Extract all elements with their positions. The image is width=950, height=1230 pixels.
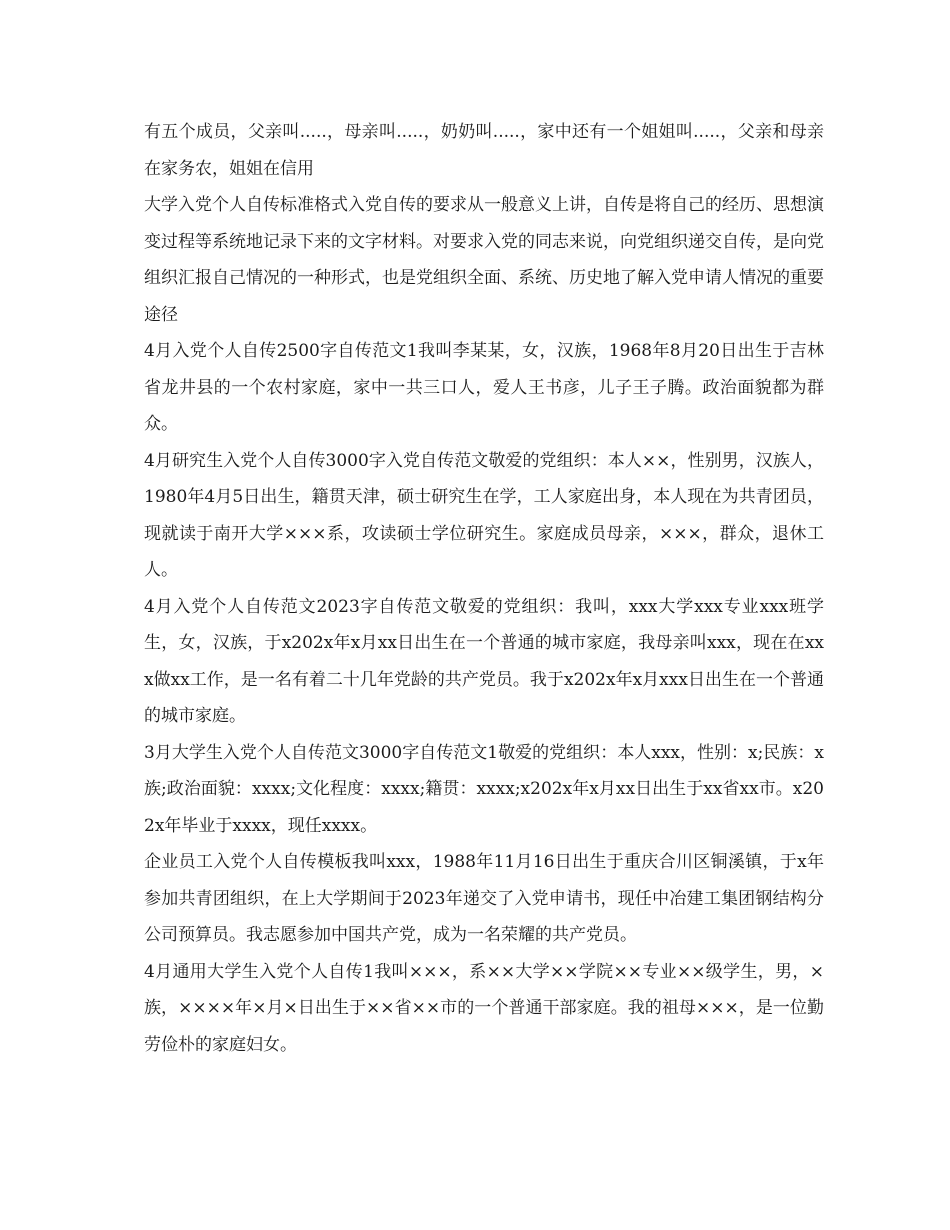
paragraph-family-members: 有五个成员，父亲叫.....，母亲叫.....，奶奶叫.....，家中还有一个姐姐叫.....，父亲和母亲在家务农，姐姐在信用	[144, 122, 824, 179]
paragraph-autobiography-format: 大学入党个人自传标准格式入党自传的要求从一般意义上讲，自传是将自己的经历、思想演变过程等系统地记录下来的文字材料。对要求入党的同志来说，向党组织递交自传，是向党组织汇报自己情况的一种形式，也是党组织全面、系统、历史地了解入党申请人情况的重要途径	[144, 195, 824, 325]
paragraph-graduate-sample-3000: 4月研究生入党个人自传3000字入党自传范文敬爱的党组织：本人××，性别男，汉族人，1980年4月5日出生，籍贯天津，硕士研究生在学，工人家庭出身，本人现在为共青团员，现就读于南开大学×××系，攻读硕士学位研究生。家庭成员母亲，×××，群众，退休工人。	[144, 450, 824, 580]
document-body	[144, 114, 824, 1063]
paragraph-student-sample-3000: 3月大学生入党个人自传范文3000字自传范文1敬爱的党组织：本人xxx，性别：x;民族：x族;政治面貌：xxxx;文化程度：xxxx;籍贯：xxxx;x202x年x月xx日出生于xx省xx市。x202x年毕业于xxxx，现任xxxx。	[144, 742, 824, 836]
paragraph-employee-template: 企业员工入党个人自传模板我叫xxx，1988年11月16日出生于重庆合川区铜溪镇，于x年参加共青团组织，在上大学期间于2023年递交了入党申请书，现任中冶建工集团钢结构分公司预算员。我志愿参加中国共产党，成为一名荣耀的共产党员。	[144, 852, 824, 945]
paragraph-general-student-sample: 4月通用大学生入党个人自传1我叫×××，系××大学××学院××专业××级学生，男，×族，××××年×月×日出生于××省××市的一个普通干部家庭。我的祖母×××，是一位勤劳俭朴的家庭妇女。	[144, 961, 824, 1055]
paragraph-sample-2023: 4月入党个人自传范文2023字自传范文敬爱的党组织：我叫，xxx大学xxx专业xxx班学生，女，汉族，于x202x年x月xx日出生在一个普通的城市家庭，我母亲叫xxx，现在在xxx做xx工作，是一名有着二十几年党龄的共产党员。我于x202x年x月xxx日出生在一个普通的城市家庭。	[144, 596, 824, 726]
paragraph-sample-2500: 4月入党个人自传2500字自传范文1我叫李某某，女，汉族，1968年8月20日出生于吉林省龙井县的一个农村家庭，家中一共三口人，爱人王书彦，儿子王子腾。政治面貌都为群众。	[144, 341, 824, 434]
